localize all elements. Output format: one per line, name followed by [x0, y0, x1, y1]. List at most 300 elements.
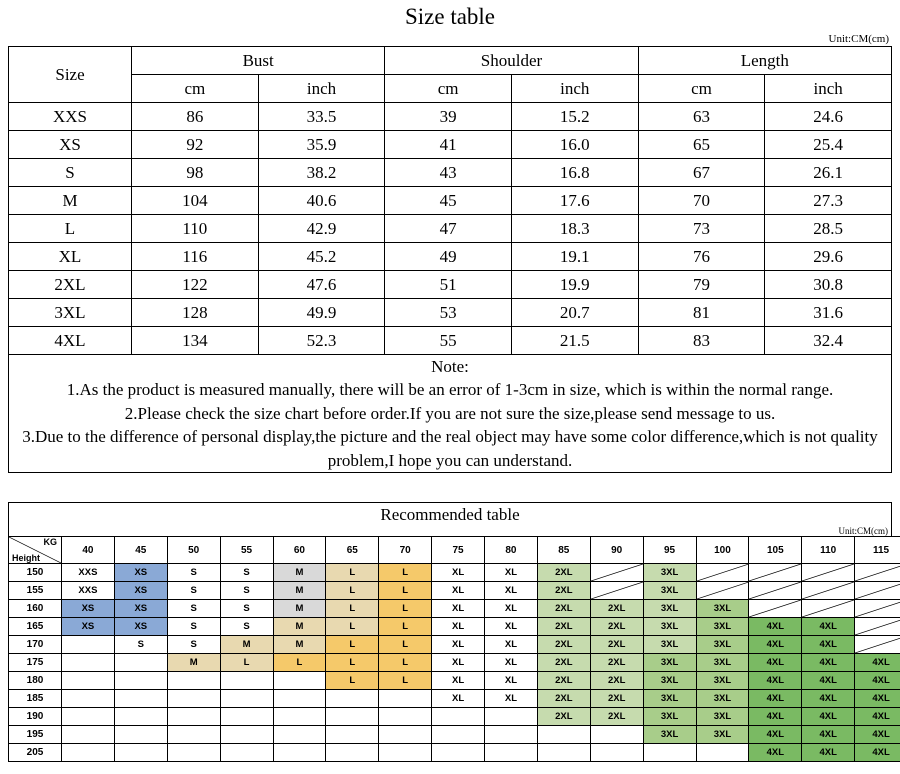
note-heading: Note:: [431, 357, 469, 376]
measurement-cell: 20.7: [511, 299, 638, 327]
measurement-cell: 43: [385, 159, 512, 187]
recommendation-cell: XS: [114, 582, 167, 600]
recommendation-cell: 4XL: [749, 654, 802, 672]
recommendation-cell: 2XL: [537, 708, 590, 726]
size-cell: XL: [9, 243, 132, 271]
measurement-cell: 116: [132, 243, 259, 271]
recommendation-cell: S: [220, 618, 273, 636]
recommendation-cell: XL: [485, 690, 538, 708]
size-cell: 4XL: [9, 327, 132, 355]
measurement-cell: 81: [638, 299, 765, 327]
recommendation-cell: 3XL: [696, 726, 749, 744]
measurement-cell: 92: [132, 131, 259, 159]
height-header-190: 190: [9, 708, 62, 726]
weight-header-110: 110: [802, 537, 855, 564]
weight-header-100: 100: [696, 537, 749, 564]
recommendation-cell: [326, 744, 379, 762]
recommendation-cell: [220, 744, 273, 762]
recommendation-cell: L: [379, 564, 432, 582]
size-cell: 2XL: [9, 271, 132, 299]
recommendation-cell: 4XL: [802, 708, 855, 726]
recommendation-cell: 4XL: [802, 690, 855, 708]
recommendation-cell: [855, 636, 900, 654]
recommendation-cell: XL: [432, 600, 485, 618]
measurement-cell: 73: [638, 215, 765, 243]
measurement-cell: 38.2: [258, 159, 385, 187]
size-table: [8, 46, 892, 473]
recommendation-cell: [749, 600, 802, 618]
size-table-title: Size table: [404, 4, 496, 29]
recommendation-cell: 2XL: [537, 672, 590, 690]
recommendation-cell: [326, 690, 379, 708]
measurement-cell: 45: [385, 187, 512, 215]
recommendation-cell: [62, 708, 115, 726]
recommendation-cell: L: [273, 654, 326, 672]
measurement-cell: 83: [638, 327, 765, 355]
recommendation-cell: 4XL: [855, 708, 900, 726]
recommendation-cell: 3XL: [643, 708, 696, 726]
recommendation-cell: 4XL: [749, 744, 802, 762]
recommendation-cell: 2XL: [590, 708, 643, 726]
recommendation-cell: [326, 708, 379, 726]
measurement-cell: 35.9: [258, 131, 385, 159]
recommendation-cell: [432, 726, 485, 744]
recommended-table: [8, 536, 900, 762]
measurement-cell: 52.3: [258, 327, 385, 355]
recommendation-cell: 3XL: [643, 636, 696, 654]
measurement-cell: 29.6: [765, 243, 892, 271]
measurement-cell: 53: [385, 299, 512, 327]
table-row: [9, 243, 892, 271]
recommendation-cell: 2XL: [537, 564, 590, 582]
measurement-cell: 76: [638, 243, 765, 271]
recommendation-cell: S: [167, 600, 220, 618]
measurement-cell: 24.6: [765, 103, 892, 131]
measurement-cell: 104: [132, 187, 259, 215]
recommendation-cell: XS: [114, 600, 167, 618]
recommendation-cell: XL: [432, 582, 485, 600]
recommendation-cell: 4XL: [855, 744, 900, 762]
recommendation-cell: 3XL: [696, 654, 749, 672]
recommendation-cell: [62, 636, 115, 654]
recommendation-cell: S: [167, 618, 220, 636]
weight-header-45: 45: [114, 537, 167, 564]
recommendation-cell: [590, 726, 643, 744]
recommendation-cell: 4XL: [855, 690, 900, 708]
notes-row: [9, 355, 892, 473]
recommended-row: [9, 564, 900, 582]
measurement-cell: 21.5: [511, 327, 638, 355]
recommendation-cell: S: [167, 636, 220, 654]
weight-header-40: 40: [62, 537, 115, 564]
recommendation-cell: 4XL: [855, 726, 900, 744]
measurement-cell: 47: [385, 215, 512, 243]
weight-header-80: 80: [485, 537, 538, 564]
recommendation-cell: M: [273, 564, 326, 582]
recommendation-cell: 4XL: [749, 726, 802, 744]
height-header-165: 165: [9, 618, 62, 636]
height-header-175: 175: [9, 654, 62, 672]
table-row: [9, 271, 892, 299]
recommended-row: [9, 600, 900, 618]
recommendation-cell: 3XL: [643, 654, 696, 672]
recommended-header-row: [9, 537, 900, 564]
recommendation-cell: 3XL: [696, 672, 749, 690]
measurement-cell: 40.6: [258, 187, 385, 215]
size-cell: XXS: [9, 103, 132, 131]
recommendation-cell: [590, 744, 643, 762]
recommendation-cell: 4XL: [749, 636, 802, 654]
recommendation-cell: L: [379, 618, 432, 636]
recommendation-cell: S: [167, 582, 220, 600]
recommendation-cell: L: [379, 654, 432, 672]
measurement-cell: 16.0: [511, 131, 638, 159]
table-row: [9, 215, 892, 243]
measurement-cell: 70: [638, 187, 765, 215]
recommendation-cell: 2XL: [590, 600, 643, 618]
recommendation-cell: L: [326, 564, 379, 582]
weight-header-55: 55: [220, 537, 273, 564]
recommendation-cell: [485, 744, 538, 762]
recommendation-cell: M: [273, 600, 326, 618]
recommendation-cell: [802, 582, 855, 600]
recommendation-cell: [696, 564, 749, 582]
measurement-cell: 26.1: [765, 159, 892, 187]
height-header-185: 185: [9, 690, 62, 708]
size-table-header-unit-4: cm: [638, 75, 765, 103]
recommendation-cell: M: [273, 618, 326, 636]
size-table-unit-note: Unit:CM(cm): [828, 33, 889, 45]
size-cell: S: [9, 159, 132, 187]
recommendation-cell: L: [379, 636, 432, 654]
recommendation-cell: [114, 708, 167, 726]
recommendation-cell: [379, 690, 432, 708]
height-header-195: 195: [9, 726, 62, 744]
recommendation-cell: 2XL: [537, 654, 590, 672]
weight-header-105: 105: [749, 537, 802, 564]
recommendation-cell: 4XL: [802, 744, 855, 762]
recommendation-cell: 3XL: [643, 582, 696, 600]
measurement-cell: 17.6: [511, 187, 638, 215]
recommendation-cell: [220, 690, 273, 708]
recommendation-cell: [273, 708, 326, 726]
height-header-155: 155: [9, 582, 62, 600]
recommendation-cell: L: [379, 582, 432, 600]
recommendation-cell: XL: [432, 654, 485, 672]
recommendation-cell: 3XL: [696, 618, 749, 636]
recommendation-cell: [273, 672, 326, 690]
measurement-cell: 28.5: [765, 215, 892, 243]
recommendation-cell: [167, 672, 220, 690]
weight-header-70: 70: [379, 537, 432, 564]
recommendation-cell: [855, 618, 900, 636]
weight-header-60: 60: [273, 537, 326, 564]
recommended-table-unit-note: Unit:CM(cm): [8, 526, 892, 536]
recommendation-cell: XL: [485, 654, 538, 672]
recommendation-cell: [537, 744, 590, 762]
axis-label-height: Height: [12, 553, 40, 563]
note-line1: 1.As the product is measured manually, there will be an error of 1-3cm in size, which is within the normal range.: [66, 380, 834, 400]
recommendation-cell: 4XL: [855, 672, 900, 690]
recommendation-cell: S: [220, 582, 273, 600]
recommendation-cell: 3XL: [643, 564, 696, 582]
recommendation-cell: [114, 726, 167, 744]
recommendation-cell: L: [326, 672, 379, 690]
recommendation-cell: 3XL: [643, 672, 696, 690]
recommended-table-block: [8, 502, 892, 762]
recommendation-cell: [590, 582, 643, 600]
size-cell: 3XL: [9, 299, 132, 327]
measurement-cell: 18.3: [511, 215, 638, 243]
measurement-cell: 55: [385, 327, 512, 355]
size-table-header-unit-3: inch: [511, 75, 638, 103]
size-table-header-unit-5: inch: [765, 75, 892, 103]
recommendation-cell: 3XL: [643, 600, 696, 618]
measurement-cell: 45.2: [258, 243, 385, 271]
weight-header-115: 115: [855, 537, 900, 564]
recommendation-cell: 2XL: [590, 654, 643, 672]
measurement-cell: 79: [638, 271, 765, 299]
recommendation-cell: XL: [485, 564, 538, 582]
recommendation-cell: L: [326, 636, 379, 654]
recommendation-cell: [326, 726, 379, 744]
weight-header-50: 50: [167, 537, 220, 564]
table-row: [9, 187, 892, 215]
recommendation-cell: [696, 582, 749, 600]
table-row: [9, 159, 892, 187]
table-row: [9, 103, 892, 131]
weight-header-95: 95: [643, 537, 696, 564]
measurement-cell: 63: [638, 103, 765, 131]
recommendation-cell: [220, 672, 273, 690]
recommendation-cell: S: [167, 564, 220, 582]
recommended-row: [9, 636, 900, 654]
recommendation-cell: [802, 564, 855, 582]
measurement-cell: 19.1: [511, 243, 638, 271]
size-table-block: [8, 4, 892, 473]
recommendation-cell: M: [220, 636, 273, 654]
recommendation-cell: 2XL: [590, 618, 643, 636]
size-table-header-unit-2: cm: [385, 75, 512, 103]
recommendation-cell: 4XL: [802, 672, 855, 690]
recommendation-cell: [220, 708, 273, 726]
measurement-cell: 16.8: [511, 159, 638, 187]
axis-corner-cell: [9, 537, 62, 564]
recommendation-cell: XS: [114, 618, 167, 636]
height-header-180: 180: [9, 672, 62, 690]
height-header-205: 205: [9, 744, 62, 762]
recommendation-cell: [167, 690, 220, 708]
height-header-150: 150: [9, 564, 62, 582]
recommendation-cell: [696, 744, 749, 762]
recommendation-cell: 2XL: [537, 636, 590, 654]
measurement-cell: 128: [132, 299, 259, 327]
recommended-row: [9, 726, 900, 744]
recommendation-cell: [167, 744, 220, 762]
recommended-table-title: Recommended table: [8, 502, 892, 526]
recommendation-cell: 4XL: [855, 654, 900, 672]
recommendation-cell: [62, 726, 115, 744]
recommendation-cell: 2XL: [537, 690, 590, 708]
size-table-header-row-group: [9, 47, 892, 75]
recommendation-cell: L: [326, 600, 379, 618]
recommendation-cell: 2XL: [590, 636, 643, 654]
recommendation-cell: XL: [485, 600, 538, 618]
weight-header-75: 75: [432, 537, 485, 564]
axis-label-kg: KG: [43, 537, 57, 547]
measurement-cell: 110: [132, 215, 259, 243]
recommendation-cell: [379, 726, 432, 744]
recommendation-cell: S: [220, 564, 273, 582]
recommended-row: [9, 744, 900, 762]
recommendation-cell: 4XL: [749, 708, 802, 726]
size-table-header-size: Size: [9, 47, 132, 103]
recommendation-cell: 2XL: [590, 690, 643, 708]
notes-cell: [9, 355, 892, 473]
recommendation-cell: L: [379, 600, 432, 618]
recommendation-cell: 2XL: [537, 582, 590, 600]
size-cell: L: [9, 215, 132, 243]
recommendation-cell: [485, 726, 538, 744]
recommendation-cell: 3XL: [643, 726, 696, 744]
recommended-row: [9, 690, 900, 708]
size-table-header-group-length: Length: [638, 47, 891, 75]
measurement-cell: 19.9: [511, 271, 638, 299]
recommendation-cell: 3XL: [696, 600, 749, 618]
recommendation-cell: [643, 744, 696, 762]
recommendation-cell: L: [220, 654, 273, 672]
recommendation-cell: [220, 726, 273, 744]
recommendation-cell: [379, 744, 432, 762]
recommended-row: [9, 654, 900, 672]
recommendation-cell: [432, 708, 485, 726]
table-row: [9, 131, 892, 159]
recommendation-cell: 2XL: [537, 618, 590, 636]
weight-header-65: 65: [326, 537, 379, 564]
note-line3: 3.Due to the difference of personal display,the picture and the real object may have some color difference,which is not quality problem,I hope you can understand.: [22, 427, 878, 470]
table-row: [9, 327, 892, 355]
measurement-cell: 49.9: [258, 299, 385, 327]
recommendation-cell: XL: [432, 672, 485, 690]
recommendation-cell: [273, 744, 326, 762]
recommendation-cell: 4XL: [802, 654, 855, 672]
recommendation-cell: [485, 708, 538, 726]
recommendation-cell: [855, 600, 900, 618]
measurement-cell: 15.2: [511, 103, 638, 131]
measurement-cell: 42.9: [258, 215, 385, 243]
table-row: [9, 299, 892, 327]
recommendation-cell: [537, 726, 590, 744]
recommendation-cell: XXS: [62, 564, 115, 582]
size-table-header-unit-1: inch: [258, 75, 385, 103]
recommendation-cell: 4XL: [749, 672, 802, 690]
measurement-cell: 41: [385, 131, 512, 159]
size-table-header-row-unit: [9, 75, 892, 103]
recommendation-cell: XL: [432, 564, 485, 582]
recommendation-cell: [749, 564, 802, 582]
recommendation-cell: S: [220, 600, 273, 618]
recommendation-cell: [855, 582, 900, 600]
recommendation-cell: XL: [485, 636, 538, 654]
height-header-170: 170: [9, 636, 62, 654]
recommendation-cell: [114, 744, 167, 762]
recommendation-cell: XL: [432, 690, 485, 708]
recommendation-cell: [749, 582, 802, 600]
recommendation-cell: L: [326, 654, 379, 672]
measurement-cell: 122: [132, 271, 259, 299]
recommendation-cell: XS: [114, 564, 167, 582]
size-table-header-unit-0: cm: [132, 75, 259, 103]
recommendation-cell: [167, 708, 220, 726]
weight-header-85: 85: [537, 537, 590, 564]
recommendation-cell: [855, 564, 900, 582]
recommendation-cell: XL: [485, 582, 538, 600]
recommendation-cell: 3XL: [696, 690, 749, 708]
recommended-row: [9, 618, 900, 636]
measurement-cell: 31.6: [765, 299, 892, 327]
recommendation-cell: L: [326, 582, 379, 600]
recommendation-cell: [114, 690, 167, 708]
recommendation-cell: 4XL: [749, 618, 802, 636]
recommendation-cell: XL: [432, 618, 485, 636]
measurement-cell: 25.4: [765, 131, 892, 159]
recommendation-cell: M: [167, 654, 220, 672]
measurement-cell: 39: [385, 103, 512, 131]
recommendation-cell: [62, 672, 115, 690]
note-line2: 2.Please check the size chart before order.If you are not sure the size,please send message to us.: [124, 403, 776, 423]
recommendation-cell: L: [326, 618, 379, 636]
recommendation-cell: [114, 672, 167, 690]
recommendation-cell: 4XL: [802, 618, 855, 636]
recommendation-cell: XXS: [62, 582, 115, 600]
recommendation-cell: M: [273, 582, 326, 600]
measurement-cell: 49: [385, 243, 512, 271]
recommendation-cell: XS: [62, 618, 115, 636]
recommendation-cell: 2XL: [537, 600, 590, 618]
recommendation-cell: 3XL: [643, 618, 696, 636]
recommendation-cell: M: [273, 636, 326, 654]
size-table-header-group-shoulder: Shoulder: [385, 47, 638, 75]
recommendation-cell: L: [379, 672, 432, 690]
recommendation-cell: [273, 726, 326, 744]
recommendation-cell: [62, 744, 115, 762]
height-header-160: 160: [9, 600, 62, 618]
measurement-cell: 27.3: [765, 187, 892, 215]
measurement-cell: 86: [132, 103, 259, 131]
measurement-cell: 98: [132, 159, 259, 187]
recommendation-cell: 3XL: [643, 690, 696, 708]
recommendation-cell: [379, 708, 432, 726]
recommendation-cell: [273, 690, 326, 708]
size-cell: XS: [9, 131, 132, 159]
recommendation-cell: 4XL: [749, 690, 802, 708]
recommendation-cell: S: [114, 636, 167, 654]
recommendation-cell: [62, 690, 115, 708]
recommendation-cell: [167, 726, 220, 744]
recommendation-cell: [590, 564, 643, 582]
recommendation-cell: 4XL: [802, 726, 855, 744]
recommended-row: [9, 582, 900, 600]
recommendation-cell: [114, 654, 167, 672]
recommendation-cell: [432, 744, 485, 762]
measurement-cell: 47.6: [258, 271, 385, 299]
measurement-cell: 51: [385, 271, 512, 299]
weight-header-90: 90: [590, 537, 643, 564]
measurement-cell: 65: [638, 131, 765, 159]
recommendation-cell: 4XL: [802, 636, 855, 654]
recommended-row: [9, 708, 900, 726]
recommendation-cell: [62, 654, 115, 672]
